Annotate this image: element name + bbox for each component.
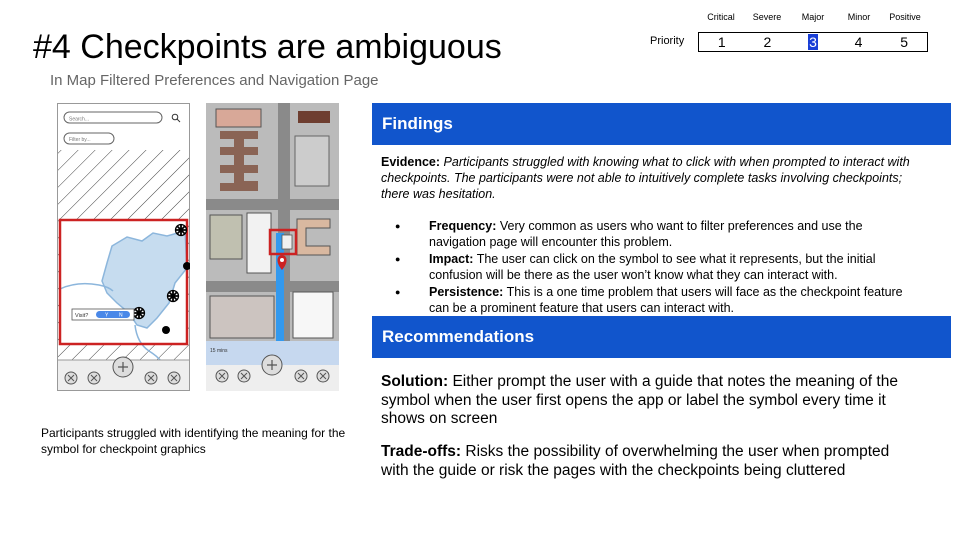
severity-label-minor: Minor <box>847 12 871 22</box>
checkpoint-icon[interactable] <box>176 225 187 236</box>
tradeoffs-paragraph <box>381 443 921 480</box>
tradeoffs-label: Trade-offs: <box>381 443 462 460</box>
frequency-label: Frequency: <box>429 219 497 233</box>
map-filtered-area <box>60 220 187 361</box>
evidence-label: Evidence: <box>381 155 441 169</box>
solution-paragraph <box>381 373 921 429</box>
checkpoint-icon[interactable] <box>168 291 179 302</box>
priority-value-3: 3 <box>809 34 817 50</box>
severity-labels <box>698 12 928 22</box>
persistence-label: Persistence: <box>429 285 504 299</box>
nav-icon[interactable] <box>88 372 100 384</box>
slide-title: #4 Checkpoints are ambiguous <box>33 28 502 66</box>
checkpoint-icon[interactable] <box>162 326 170 334</box>
severity-label-major: Major <box>801 12 825 22</box>
nav-icon[interactable] <box>216 370 228 382</box>
severity-label-positive: Positive <box>889 12 921 22</box>
findings-list <box>381 218 921 317</box>
visit-no-button[interactable]: N <box>119 312 123 319</box>
severity-label-severe: Severe <box>752 12 782 22</box>
visit-yes-button[interactable]: Y <box>105 312 109 319</box>
checkpoint-icon[interactable] <box>134 308 145 319</box>
evidence-paragraph <box>381 154 921 202</box>
nav-icon[interactable] <box>65 372 77 384</box>
nav-icon[interactable] <box>145 372 157 384</box>
severity-label-critical: Critical <box>707 12 735 22</box>
search-placeholder: Search... <box>69 116 90 123</box>
priority-value-1: 1 <box>717 34 726 50</box>
nav-icon[interactable] <box>168 372 180 384</box>
solution-text: Either prompt the user with a guide that notes the meaning of the symbol when the user first opens the app or label the symbol every time it shows on screen <box>381 373 898 427</box>
finding-frequency <box>381 218 921 250</box>
priority-value-4: 4 <box>854 34 863 50</box>
impact-label: Impact: <box>429 252 474 266</box>
visit-prompt[interactable] <box>72 309 134 320</box>
finding-persistence <box>381 284 921 316</box>
persistence-text: This is a one time problem that users will face as the checkpoint feature can be a prominent feature that users can interact with. <box>429 285 903 315</box>
add-button[interactable] <box>113 357 133 377</box>
frequency-text: Very common as users who want to filter preferences and use the navigation page will encounter this problem. <box>429 219 863 249</box>
filter-placeholder: Filter by... <box>69 137 91 143</box>
impact-text: The user can click on the symbol to see what it represents, but the initial confusion will be there as the user won’t know what they can interact with. <box>429 252 876 282</box>
navigation-mockup <box>206 103 339 391</box>
priority-value-5: 5 <box>900 34 909 50</box>
nav-icon[interactable] <box>238 370 250 382</box>
evidence-text: Participants struggled with knowing what to click with when prompted to interact with checkpoints. The participants were not able to intuitively complete tasks involving checkpoints; there was hesitation. <box>381 155 910 201</box>
solution-label: Solution: <box>381 373 449 390</box>
mockup-caption: Participants struggled with identifying the meaning for the symbol for checkpoint graphics <box>41 426 346 456</box>
nav-icon[interactable] <box>317 370 329 382</box>
checkpoint-icon[interactable] <box>282 235 292 249</box>
priority-label: Priority <box>650 35 685 47</box>
nav-icon[interactable] <box>295 370 307 382</box>
finding-impact <box>381 251 921 283</box>
eta-label: 15 mins <box>210 348 228 354</box>
map-filter-mockup <box>57 103 190 391</box>
findings-header: Findings <box>372 103 951 145</box>
visit-prompt-label: Visit? <box>75 313 89 319</box>
slide-subtitle: In Map Filtered Preferences and Navigation Page <box>50 72 379 89</box>
route-line <box>276 233 284 345</box>
priority-value-selected <box>790 33 836 51</box>
recommendations-header: Recommendations <box>372 316 951 358</box>
priority-scale <box>698 32 928 52</box>
add-button[interactable] <box>262 355 282 375</box>
tradeoffs-text: Risks the possibility of overwhelming the user when prompted with the guide or risk the pages with the checkpoints being cluttered <box>381 443 890 479</box>
priority-value-2: 2 <box>763 34 772 50</box>
